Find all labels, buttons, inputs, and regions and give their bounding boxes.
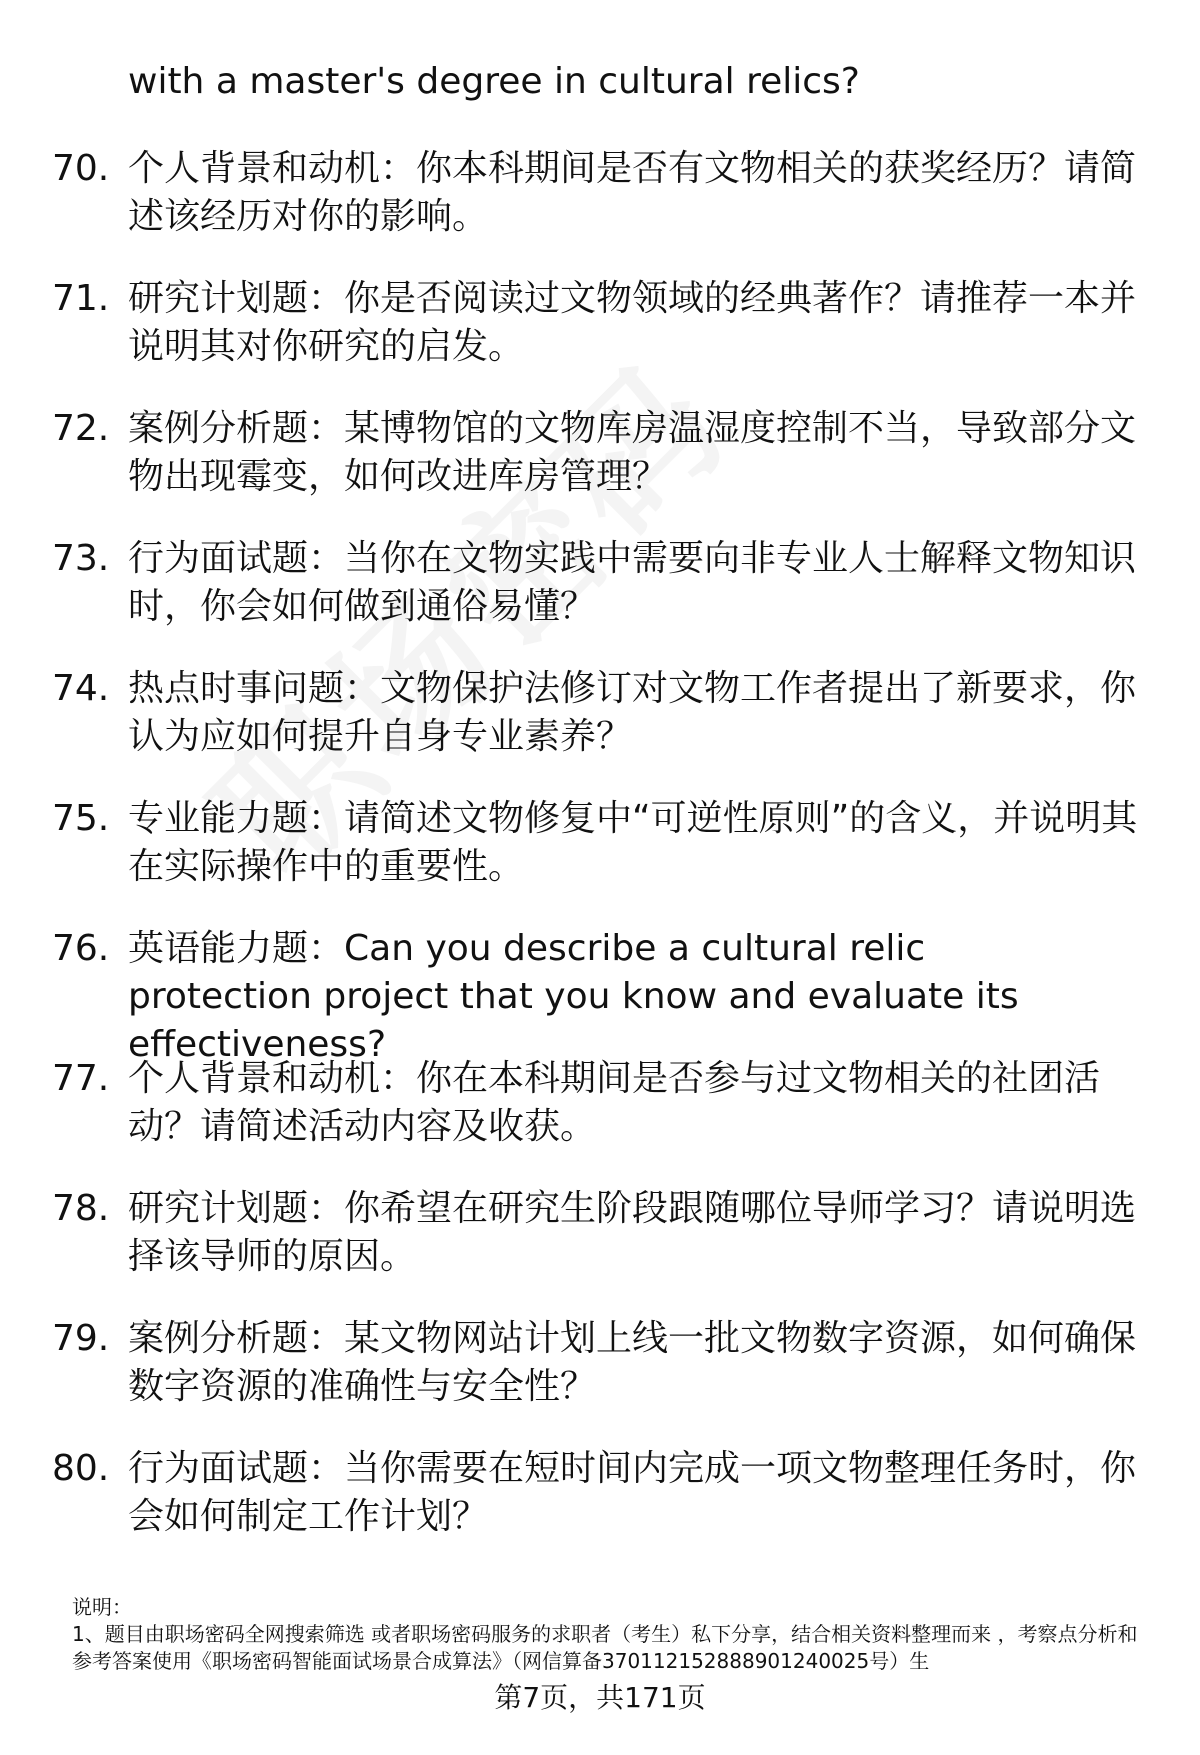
question-text: 个人背景和动机：你本科期间是否有文物相关的获奖经历？请简述该经历对你的影响。 — [128, 148, 1137, 237]
question-number: 73. — [52, 538, 110, 579]
question-text: 行为面试题：当你需要在短时间内完成一项文物整理任务时，你会如何制定工作计划？ — [128, 1448, 1137, 1537]
question-text: 热点时事问题：文物保护法修订对文物工作者提出了新要求，你认为应如何提升自身专业素养？ — [128, 668, 1137, 757]
question-item — [0, 275, 1200, 405]
question-number: 77. — [52, 1058, 110, 1099]
question-text: 研究计划题：你是否阅读过文物领域的经典著作？请推荐一本并说明其对你研究的启发。 — [128, 278, 1137, 367]
question-item — [0, 1055, 1200, 1185]
question-number: 79. — [52, 1318, 110, 1359]
question-item — [0, 405, 1200, 535]
question-item — [0, 1185, 1200, 1315]
notes-section — [72, 1594, 1152, 1675]
question-item — [0, 665, 1200, 795]
page-number: 第7页，共171页 — [494, 1681, 706, 1714]
question-item — [0, 925, 1200, 1065]
question-69-continuation: with a master's degree in cultural relics? — [128, 61, 860, 102]
question-text: 案例分析题：某博物馆的文物库房温湿度控制不当，导致部分文物出现霉变，如何改进库房管理？ — [128, 408, 1137, 497]
question-number: 78. — [52, 1188, 110, 1229]
question-text: 案例分析题：某文物网站计划上线一批文物数字资源，如何确保数字资源的准确性与安全性？ — [128, 1318, 1137, 1407]
question-list — [0, 145, 1200, 1575]
question-item — [0, 1445, 1200, 1575]
question-item — [0, 535, 1200, 665]
question-text: 研究计划题：你希望在研究生阶段跟随哪位导师学习？请说明选择该导师的原因。 — [128, 1188, 1137, 1277]
question-text: 英语能力题：Can you describe a cultural relic protection project that you know and evaluate its effectiveness? — [128, 928, 1019, 1065]
question-number: 76. — [52, 928, 110, 969]
question-number: 70. — [52, 148, 110, 189]
question-text: 专业能力题：请简述文物修复中“可逆性原则”的含义，并说明其在实际操作中的重要性。 — [128, 798, 1138, 887]
notes-label: 说明： — [72, 1595, 132, 1619]
question-item — [0, 795, 1200, 925]
notes-body: 1、题目由职场密码全网搜索筛选 或者职场密码服务的求职者（考生）私下分享，结合相关资料整理而来 ，考察点分析和参考答案使用《职场密码智能面试场景合成算法》（网信算备370112152888901240025号）生 — [72, 1622, 1138, 1673]
question-item — [0, 1315, 1200, 1445]
question-text: 行为面试题：当你在文物实践中需要向非专业人士解释文物知识时，你会如何做到通俗易懂？ — [128, 538, 1137, 627]
question-number: 71. — [52, 278, 110, 319]
question-item — [0, 145, 1200, 275]
question-number: 80. — [52, 1448, 110, 1489]
question-number: 72. — [52, 408, 110, 449]
question-number: 74. — [52, 668, 110, 709]
question-text: 个人背景和动机：你在本科期间是否参与过文物相关的社团活动？请简述活动内容及收获。 — [128, 1058, 1101, 1147]
question-number: 75. — [52, 798, 110, 839]
